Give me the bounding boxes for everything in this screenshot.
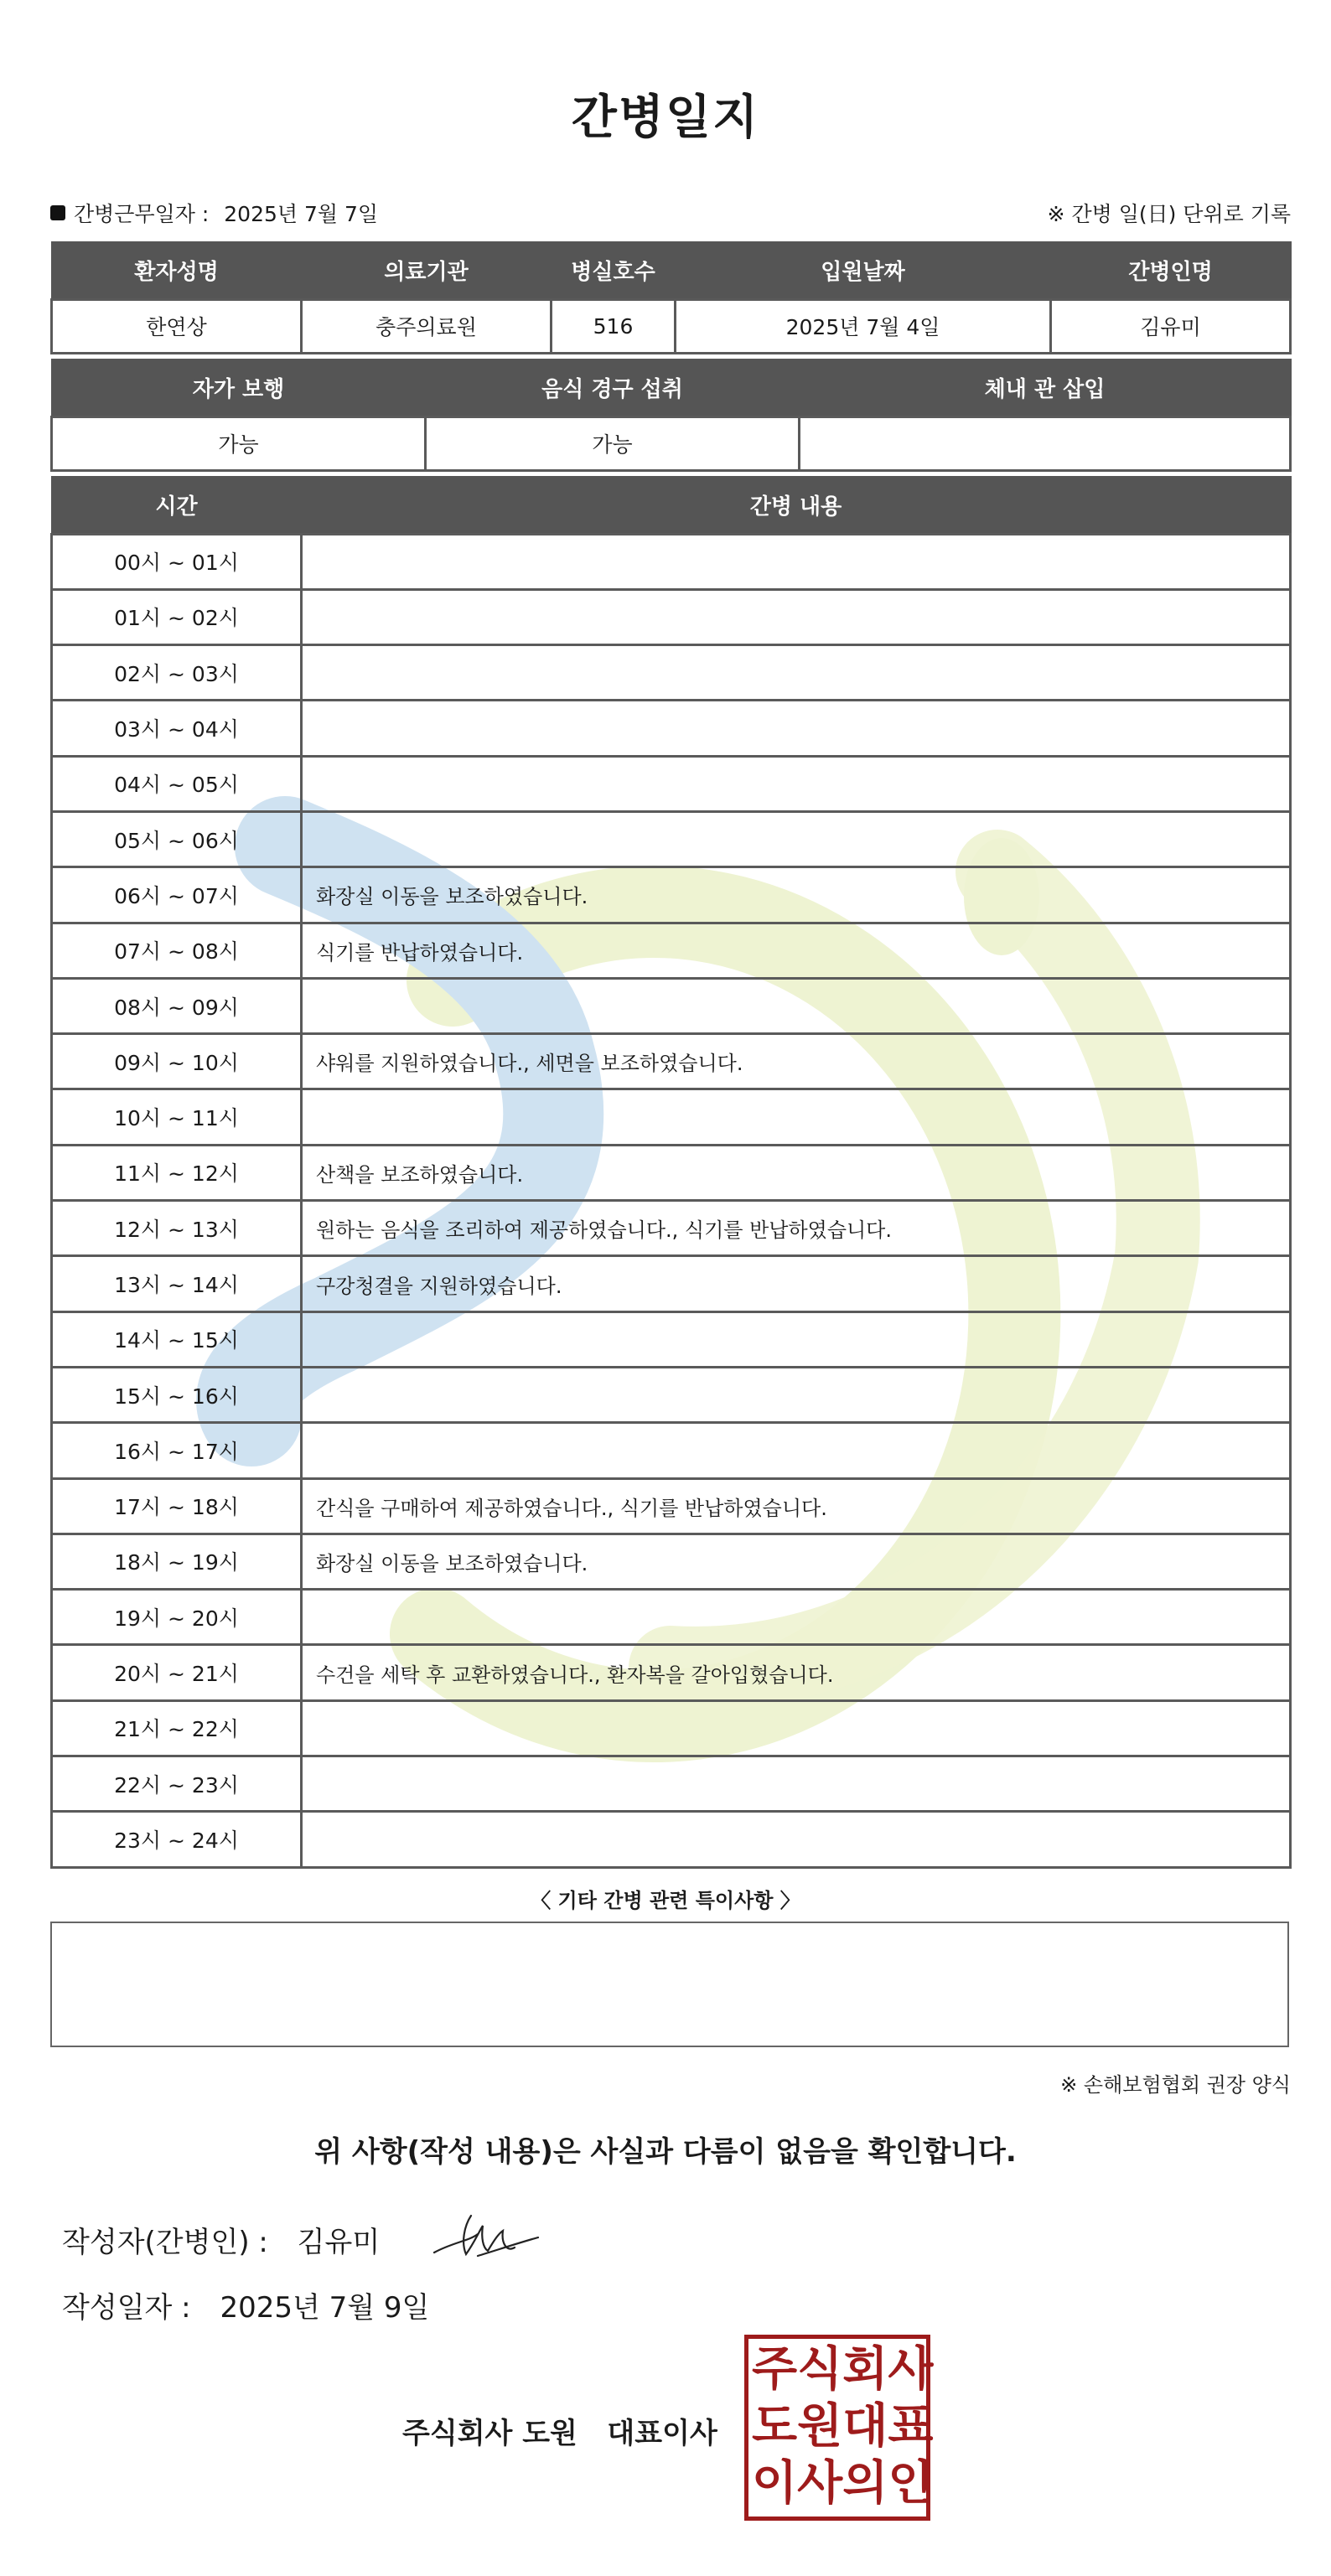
writer-name: 김유미 [297,2226,381,2259]
log-row [52,923,1291,978]
patient-status-table [50,359,1292,472]
log-row [52,1756,1291,1812]
patient-info-table [50,241,1292,354]
log-row [52,1201,1291,1256]
log-row [52,1423,1291,1478]
stamp-char: 사 [797,2456,843,2511]
log-time: 23시 ~ 24시 [52,1812,302,1867]
header-room: 병실호수 [552,242,676,299]
stamp-char: 식 [797,2342,843,2397]
log-row [52,589,1291,644]
stamp-char: 회 [842,2342,888,2397]
header-walking: 자가 보행 [52,360,426,416]
log-content [302,1812,1291,1867]
log-content [302,1367,1291,1422]
log-content: 화장실 이동을 보조하였습니다. [302,867,1291,923]
work-date [50,198,378,228]
caregiver-name: 김유미 [1051,299,1291,353]
header-caregiver: 간병인명 [1051,242,1291,299]
log-row [52,534,1291,589]
written-date-line [62,2284,429,2325]
special-notes-title: 〈 기타 간병 관련 특이사항 〉 [531,1889,800,1912]
square-bullet-icon [50,205,65,220]
log-time: 18시 ~ 19시 [52,1534,302,1589]
writer-line [62,2219,380,2260]
written-date-value: 2025년 7월 9일 [220,2291,430,2325]
log-time: 10시 ~ 11시 [52,1089,302,1145]
log-time: 11시 ~ 12시 [52,1145,302,1200]
header-tube-insertion: 체내 관 삽입 [800,360,1291,416]
log-row [52,1034,1291,1089]
log-row [52,978,1291,1033]
log-content [302,534,1291,589]
log-row [52,1311,1291,1367]
log-time: 16시 ~ 17시 [52,1423,302,1478]
log-time: 14시 ~ 15시 [52,1311,302,1367]
log-row [52,867,1291,923]
hospital: 충주의료원 [302,299,552,353]
status-header-row [52,360,1291,416]
stamp-char: 이 [752,2456,798,2511]
stamp-char: 의 [842,2456,888,2511]
log-row [52,1256,1291,1311]
log-content: 구강청결을 지원하였습니다. [302,1256,1291,1311]
log-time: 08시 ~ 09시 [52,978,302,1033]
log-content: 샤워를 지원하였습니다., 세면을 보조하였습니다. [302,1034,1291,1089]
walking-value: 가능 [52,416,426,470]
stamp-char: 표 [888,2399,934,2454]
log-content: 수건을 세탁 후 교환하였습니다., 환자복을 갈아입혔습니다. [302,1645,1291,1700]
header-hospital: 의료기관 [302,242,552,299]
log-content [302,978,1291,1033]
log-content: 원하는 음식을 조리하여 제공하였습니다., 식기를 반납하였습니다. [302,1201,1291,1256]
stamp-char: 주 [752,2342,798,2397]
log-content [302,645,1291,701]
patient-name: 한연상 [52,299,302,353]
tube-insertion-value [800,416,1291,470]
log-content: 산책을 보조하였습니다. [302,1145,1291,1200]
log-content: 간식을 구매하여 제공하였습니다., 식기를 반납하였습니다. [302,1478,1291,1534]
log-time: 21시 ~ 22시 [52,1700,302,1756]
log-row [52,1478,1291,1534]
log-time: 19시 ~ 20시 [52,1590,302,1645]
log-time: 06시 ~ 07시 [52,867,302,923]
stamp-char: 사 [888,2342,934,2397]
log-row [52,645,1291,701]
log-time: 03시 ~ 04시 [52,701,302,756]
work-date-label: 간병근무일자 : [74,202,210,226]
care-log-table [50,476,1292,1869]
patient-value-row [52,299,1291,353]
log-row [52,1700,1291,1756]
log-time: 04시 ~ 05시 [52,756,302,811]
log-time: 22시 ~ 23시 [52,1756,302,1812]
log-content [302,1700,1291,1756]
stamp-char: 원 [797,2399,843,2454]
stamp-char: 인 [888,2456,934,2511]
oral-intake-value: 가능 [426,416,800,470]
log-row [52,701,1291,756]
log-content [302,701,1291,756]
log-row [52,1645,1291,1700]
log-content [302,1756,1291,1812]
confirmation-text: 위 사항(작성 내용)은 사실과 다름이 없음을 확인합니다. [314,2135,1017,2169]
work-date-value: 2025년 7월 7일 [224,202,379,226]
log-content [302,1311,1291,1367]
admission-date: 2025년 7월 4일 [676,299,1051,353]
log-row [52,1089,1291,1145]
log-row [52,811,1291,866]
log-time: 07시 ~ 08시 [52,923,302,978]
written-date-label: 작성일자 : [62,2291,191,2325]
company-signature: 주식회사 도원 대표이사 [402,2417,717,2450]
header-patient-name: 환자성명 [52,242,302,299]
log-time: 17시 ~ 18시 [52,1478,302,1534]
company-seal-stamp [744,2335,934,2521]
log-content [302,1590,1291,1645]
log-content: 화장실 이동을 보조하였습니다. [302,1534,1291,1589]
log-time: 09시 ~ 10시 [52,1034,302,1089]
stamp-char: 도 [752,2399,798,2454]
log-content [302,811,1291,866]
log-row [52,1590,1291,1645]
log-time: 13시 ~ 14시 [52,1256,302,1311]
daily-record-note: ※ 간병 일(日) 단위로 기록 [1047,202,1291,226]
status-value-row [52,416,1291,470]
log-row [52,1534,1291,1589]
signature-image [427,2209,545,2268]
header-care-content: 간병 내용 [302,477,1291,534]
log-time: 15시 ~ 16시 [52,1367,302,1422]
log-time: 01시 ~ 02시 [52,589,302,644]
writer-label: 작성자(간병인) : [62,2226,268,2259]
special-notes-box [50,1922,1289,2047]
log-row [52,1812,1291,1867]
room-number: 516 [552,299,676,353]
log-row [52,1367,1291,1422]
log-row [52,1145,1291,1200]
log-time: 12시 ~ 13시 [52,1201,302,1256]
header-oral-intake: 음식 경구 섭취 [426,360,800,416]
log-time: 05시 ~ 06시 [52,811,302,866]
log-content [302,589,1291,644]
stamp-char: 대 [842,2399,888,2454]
log-header-row [52,477,1291,534]
log-time: 00시 ~ 01시 [52,534,302,589]
header-admission-date: 입원날짜 [676,242,1051,299]
log-row [52,756,1291,811]
log-time: 20시 ~ 21시 [52,1645,302,1700]
log-time: 02시 ~ 03시 [52,645,302,701]
log-content [302,1089,1291,1145]
log-content [302,756,1291,811]
page-title: 간병일지 [571,91,760,145]
recommend-note: ※ 손해보험협회 권장 양식 [1060,2073,1291,2097]
patient-header-row [52,242,1291,299]
log-content: 식기를 반납하였습니다. [302,923,1291,978]
header-time: 시간 [52,477,302,534]
log-content [302,1423,1291,1478]
